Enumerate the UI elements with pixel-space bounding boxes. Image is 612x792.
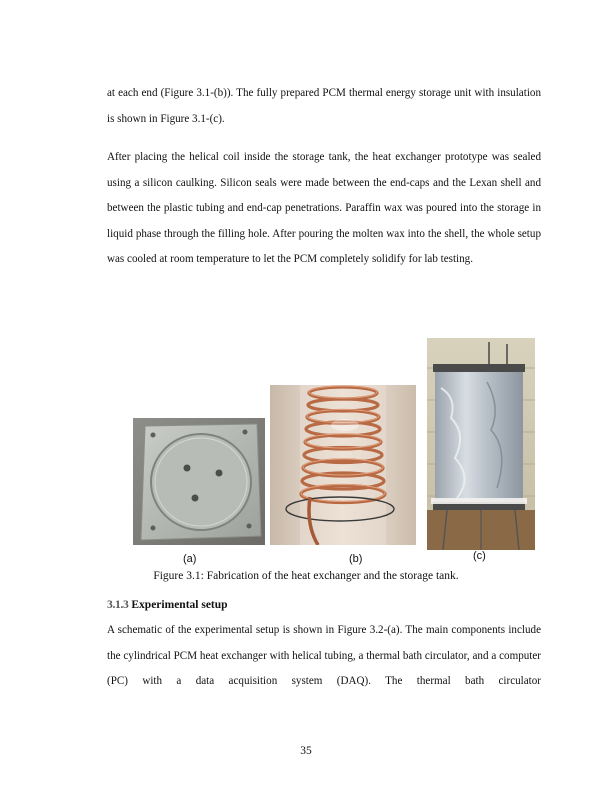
figure-c-storage-unit-photo [427, 338, 535, 550]
paragraph-3: A schematic of the experimental setup is shown in Figure 3.2-(a). The main components include the cylindrical PCM heat exchanger with helical tubing, a thermal bath circulator, and a computer (PC) with a data acquisition system (DAQ). The thermal bath circulator [107, 624, 541, 688]
paragraph-2: After placing the helical coil inside the storage tank, the heat exchanger prototype was sealed using a silicon caulking. Silicon seals were made between the end-caps and the Lexan shell and between the plastic tubing and end-cap penetrations. Paraffin wax was poured into the storage in liquid phase through the filling hole. After pouring the molten wax into the shell, the whole setup was cooled at room temperature to let the PCM completely solidify for lab testing. [107, 151, 541, 266]
figure-caption: Figure 3.1: Fabrication of the heat exchanger and the storage tank. [153, 570, 459, 582]
figure-b-helical-coil-photo [270, 385, 416, 545]
page-number: 35 [300, 745, 312, 757]
figure-sublabel-b: (b) [349, 553, 363, 565]
figure-a-end-cap-photo [133, 418, 265, 545]
figure-sublabel-a: (a) [183, 553, 197, 565]
section-number: 3.1.3 [107, 599, 129, 611]
figure-sublabel-c: (c) [473, 550, 486, 562]
section-heading [107, 599, 228, 611]
section-title: Experimental setup [131, 599, 228, 611]
paragraph-1: at each end (Figure 3.1-(b)). The fully prepared PCM thermal energy storage unit with insulation is shown in Figure 3.1-(c). [107, 87, 541, 125]
